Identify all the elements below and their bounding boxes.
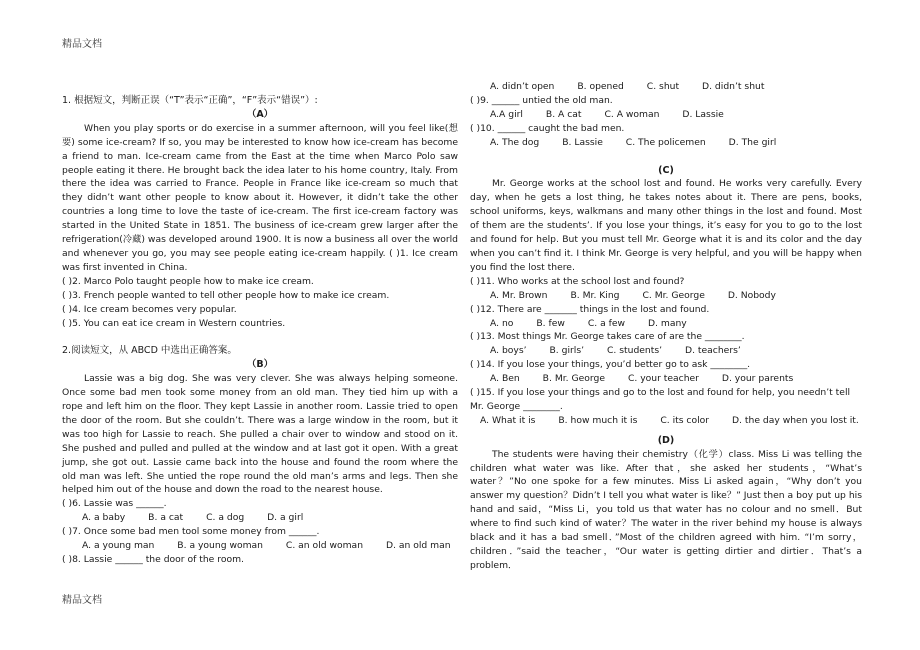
option: C. A woman	[604, 108, 660, 120]
question-4: ( )4. Ice cream becomes very popular.	[62, 303, 237, 315]
option: A. Mr. Brown	[490, 289, 548, 301]
option: B. a young woman	[177, 540, 263, 552]
option: A. The dog	[490, 136, 540, 148]
question-11: ( )11. Who works at the school lost and found?	[470, 275, 685, 287]
option: A. Ben	[490, 373, 520, 385]
question-8: ( )8. Lassie ______ the door of the room.	[62, 554, 244, 565]
option: C. your teacher	[627, 373, 699, 385]
question-9-options	[470, 108, 862, 122]
section-d-label: (D)	[657, 434, 675, 446]
option: B. Mr. George	[542, 373, 606, 385]
question-7: ( )7. Once some bad men tool some money from ______.	[62, 526, 320, 538]
option: D. an old man	[385, 540, 451, 552]
option: A. didn’t open	[490, 81, 555, 92]
question-15-options	[470, 414, 862, 428]
option: B. girls’	[549, 345, 585, 357]
option: D. Nobody	[727, 289, 776, 301]
passage-a: When you play sports or do exercise in a summer afternoon, will you feel like(想要) some ice-cream? If so, you may be interested to know how ice-cream has become a friend to man. Ice-cream came from the East at the time when Marco Polo saw people eating it there. He brought back the idea later to his home country, Italy. From there the idea was carried to France. People in France like ice-cream so much that they didn’t want other people to know about it. However, it didn’t take the other countries a long time to love the taste of ice-cream. The first ice-cream factory was started in the United State in 1851. The business of ice-cream grew larger after the refrigeration(冷藏) was developed around 1900. It is now a business all over the world and whenever you go, you may see people eating ice-cream happily. ( )1. Ice cream was first invented in China.	[62, 122, 458, 273]
page-footer: 精品文档	[62, 595, 102, 606]
option: C. an old woman	[285, 540, 364, 552]
question-13: ( )13. Most things Mr. George takes care of are the ________.	[470, 331, 745, 343]
option: D. teachers’	[685, 345, 741, 357]
question-12: ( )12. There are _______ things in the lost and found.	[470, 303, 710, 315]
option: A. no	[490, 317, 514, 329]
option: C. students’	[606, 345, 663, 357]
left-column	[62, 94, 458, 567]
page-header: 精品文档	[62, 39, 102, 50]
question-10-options	[470, 136, 862, 150]
option: B. Lassie	[562, 136, 603, 148]
section-a-label: （A）	[246, 108, 274, 120]
question-10: ( )10. ______ caught the bad men.	[470, 122, 625, 134]
passage-c: Mr. George works at the school lost and found. He works very carefully. Every day, when he gets a lost thing, he takes notes about it. There are pens, books, school uniforms, keys, walkmans and many other things in the lost and found. Most of them are the students’. If you lose your things, it’s easy for you to go to the lost and found for help. But you must tell Mr. George what it is and its color and the day when you can’t find it. I think Mr. George is very helpful, and you will be happy when you find the lost there.	[470, 178, 862, 273]
option: D. Lassie	[682, 108, 724, 120]
option: C. a dog	[206, 512, 245, 524]
option: D. your parents	[721, 373, 794, 385]
option: D. didn’t shut	[702, 81, 765, 92]
option: B. A cat	[545, 108, 582, 120]
option: A. a young man	[82, 540, 155, 552]
option: A. boys’	[490, 345, 527, 357]
question-14: ( )14. If you lose your things, you’d better go to ask ________.	[470, 359, 751, 371]
question-13-options	[470, 344, 862, 358]
option: C. a few	[587, 317, 626, 329]
question-11-options	[470, 289, 862, 303]
option: B. a cat	[148, 512, 184, 524]
question-7-options	[62, 539, 458, 553]
question-6: ( )6. Lassie was ______.	[62, 498, 167, 510]
question-12-options	[470, 317, 862, 331]
question-5: ( )5. You can eat ice cream in Western countries.	[62, 317, 286, 329]
option: D. many	[647, 317, 687, 329]
option: A.A girl	[490, 108, 523, 120]
question-14-options	[470, 372, 862, 386]
question-3: ( )3. French people wanted to tell other people how to make ice cream.	[62, 289, 390, 301]
question-15: ( )15. If you lose your things and go to the lost and found for help, you needn’t tell Mr. George ________.	[470, 387, 851, 412]
section-c-label: (C)	[658, 164, 674, 176]
option: B. how much it is	[558, 414, 638, 426]
option: C. The policemen	[625, 136, 706, 148]
section-b-label: （B）	[246, 359, 274, 371]
option: C. its color	[660, 414, 710, 426]
passage-d: The students were having their chemistry（化学）class. Miss Li was telling the children what water was like. After that，she asked her students，“What’s water？”No one spoke for a few minutes. Miss Li asked again，“Why don’t you answer my question？Didn’t I tell you what water is like？” Just then a boy put up his hand and said，“Miss Li，you told us that water has no colour and no smell．But where to find such kind of water？The water in the river behind my house is always black and it has a bad smell．”Most of the children agreed with him. “I’m sorry，children．”said the teacher，“Our water is getting dirtier and dirtier．That’s a problem．	[470, 448, 862, 571]
part1-instruction: 1. 根据短文，判断正误（“T”表示“正确”，“F”表示“错误”）:	[62, 95, 318, 106]
option: D. a girl	[267, 512, 304, 524]
option: C. shut	[646, 81, 680, 92]
option: B. Mr. King	[570, 289, 620, 301]
option: A. What it is	[480, 414, 536, 426]
option: B. few	[536, 317, 565, 329]
option: A. a baby	[82, 512, 126, 524]
question-6-options	[62, 511, 458, 525]
right-column	[470, 80, 862, 573]
part2-instruction: 2.阅读短文，从 ABCD 中选出正确答案。	[62, 345, 237, 357]
question-2: ( )2. Marco Polo taught people how to make ice cream.	[62, 275, 314, 287]
question-9: ( )9. ______ untied the old man.	[470, 94, 613, 106]
option: C. Mr. George	[642, 289, 705, 301]
option: D. The girl	[728, 136, 777, 148]
question-8-options	[470, 80, 862, 94]
passage-b: Lassie was a big dog. She was very clever. She was always helping someone. Once some bad men took some money from an old man. They tied him up with a rope and left him on the floor. They kept Lassie in another room. Lassie tried to open the door of the room. But she couldn’t. There was a large window in the room, but it was too high for Lassie to reach. She pulled a chair over to window and stood on it. She pushed and pulled and pulled at the window and at last got it open. With a great jump, she got out. Lassie came back into the house and found the room where the old man was left. She untied the rope round the old man’s arms and legs. Then she helped him out of the house and down the road to the nearest house.	[62, 373, 458, 496]
option: B. opened	[577, 81, 624, 92]
option: D. the day when you lost it.	[731, 414, 859, 426]
